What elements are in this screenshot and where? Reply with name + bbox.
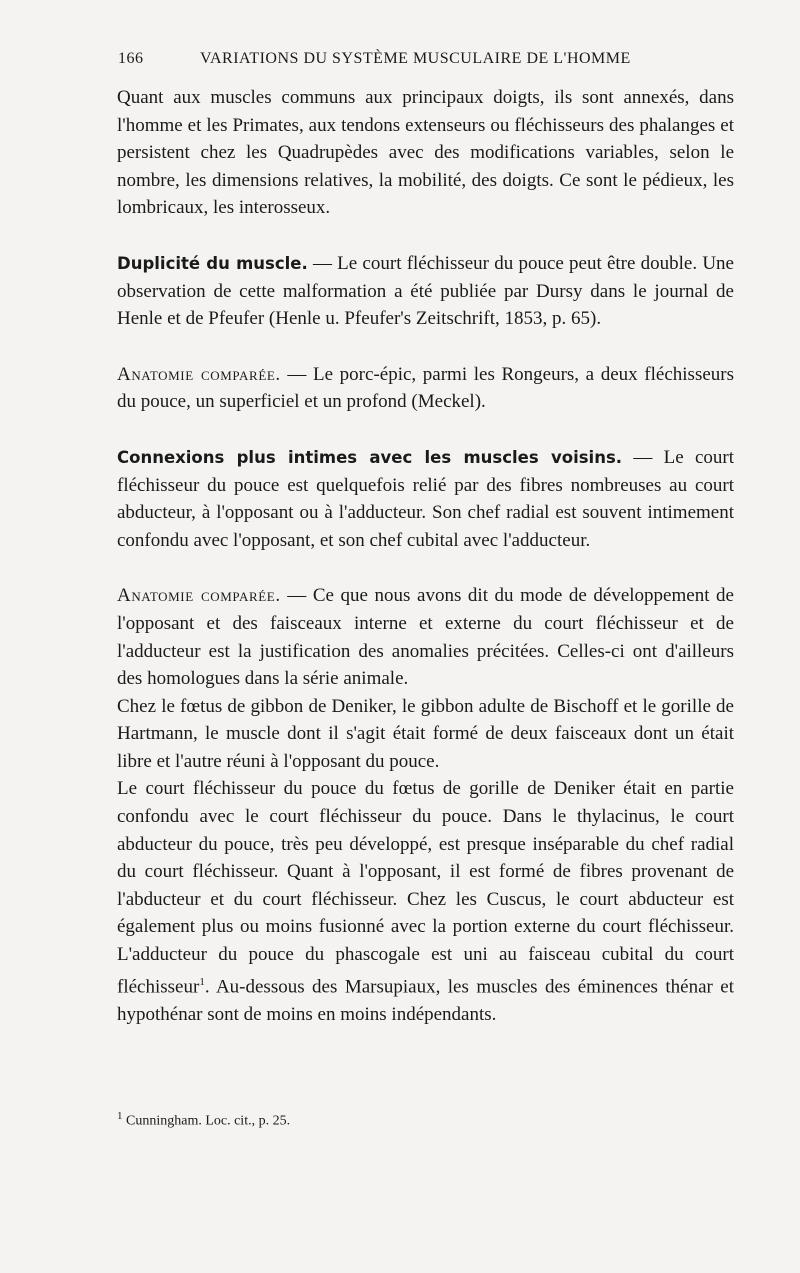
paragraph-anatomie-1-text: — Le porc-épic, parmi les Rongeurs, a deux fléchisseurs du pouce, un superficiel et un profond (Meckel). (117, 363, 734, 413)
paragraph-muscles-communs: Quant aux muscles communs aux principaux doigts, ils sont annexés, dans l'homme et les Primates, aux tendons extenseurs ou fléchisseurs des phalanges et persistent chez les Quadrupèdes avec des modifications variables, selon le nombre, les dimensions relatives, la mobilité, des doigts. Ce sont le pédieux, les lombricaux, les interosseux. (117, 87, 734, 219)
paragraph-anatomie-1 (117, 361, 734, 416)
paragraph-duplicite-text: — Le court fléchisseur du pouce peut être double. Une observation de cette malformation a été publiée par Dursy dans le journal de Henle et de Pfeufer (Henle u. Pfeufer's Zeitschrift, 1853, p. 65). (117, 252, 734, 330)
page-number: 166 (118, 50, 144, 67)
footnote-marker: 1 (117, 1110, 123, 1122)
paragraph-gorille-end: . Au-dessous des Marsupiaux, les muscles des éminences thénar et hypothénar sont de moins en moins indépendants. (117, 975, 734, 1025)
paragraph-connexions-text: — Le court fléchisseur du pouce est quelquefois relié par des fibres nombreuses au court abducteur, à l'opposant ou à l'adducteur. Son chef radial est souvent intimement confondu avec l'opposant, et son chef cubital avec l'adducteur. (117, 446, 735, 551)
footnote-reference: 1 (199, 975, 205, 988)
section-heading-duplicite: Duplicité du muscle. (117, 253, 308, 273)
section-heading-anatomie-1: Anatomie comparée. (117, 363, 281, 385)
paragraph-anatomie-2 (117, 582, 734, 692)
paragraph-anatomie-2-text: — Ce que nous avons dit du mode de développement de l'opposant et des faisceaux interne et externe du court fléchisseur et de l'adducteur est la justification des anomalies précitées. Celles-ci ont d'ailleurs des homologues dans la série animale. (117, 585, 734, 690)
paragraph-connexions (117, 444, 734, 554)
paragraph-duplicite (117, 250, 734, 333)
paragraph-gorille (117, 775, 734, 1028)
section-heading-connexions: Connexions plus intimes avec les muscles voisins. (117, 447, 623, 467)
paragraph-gibbon: Chez le fœtus de gibbon de Deniker, le gibbon adulte de Bischoff et le gorille de Hartmann, le muscle dont il s'agit était formé de deux faisceaux dont un était libre et l'autre réuni à l'opposant du pouce. (117, 695, 734, 772)
footnote (117, 1110, 734, 1130)
footnote-text: Cunningham. Loc. cit., p. 25. (122, 1113, 291, 1129)
section-heading-anatomie-2: Anatomie comparée. (117, 585, 281, 607)
paragraph-gorille-text: Le court fléchisseur du pouce du fœtus de gorille de Deniker était en partie confondu avec le court fléchisseur du pouce. Dans le thylacinus, le court abducteur du pouce, très peu développé, est presque inséparable du chef radial du court fléchisseur. Quant à l'opposant, il est formé de fibres provenant de l'abducteur et du court fléchisseur. Chez les Cuscus, le court abducteur est également plus ou moins fusionné avec la portion externe du court fléchisseur. L'adducteur du pouce du phascogale est uni au faisceau cubital du court fléchisseur (117, 778, 734, 997)
running-title: VARIATIONS DU SYSTÈME MUSCULAIRE DE L'HOMME (200, 50, 631, 67)
body-text (117, 84, 734, 1028)
